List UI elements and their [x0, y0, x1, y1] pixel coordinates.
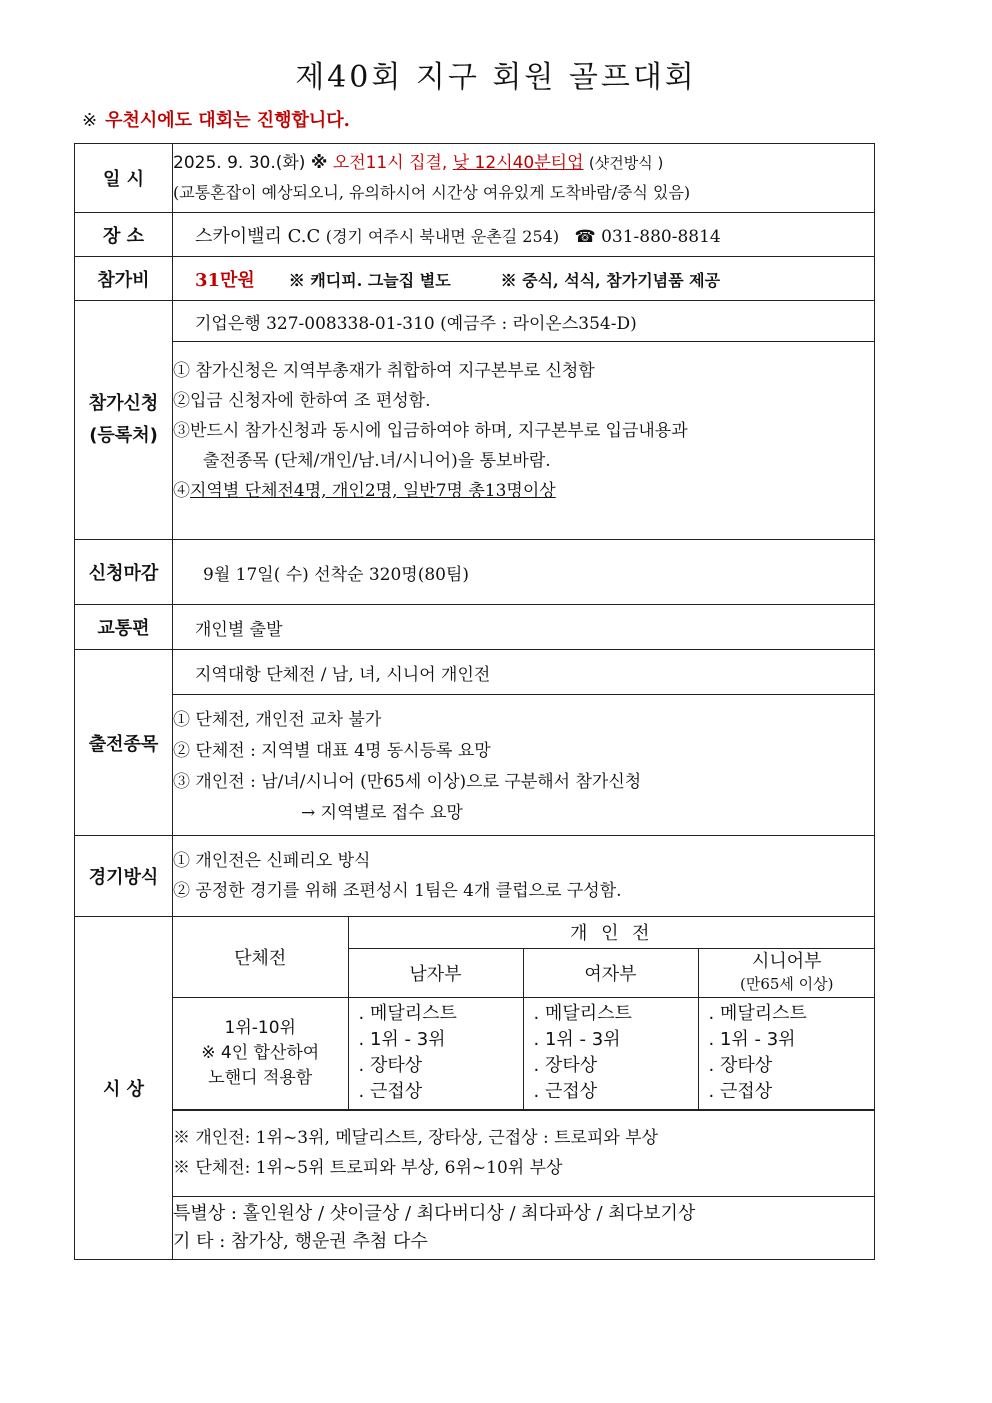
transport-value: 개인별 출발 — [173, 605, 875, 650]
registration-item-4-prefix: ④ — [173, 481, 190, 501]
date-label: 일 시 — [75, 144, 173, 213]
date-value: 2025. 9. 30.(화) — [173, 153, 306, 173]
venue-phone: 031-880-8814 — [601, 226, 721, 247]
events-items — [173, 695, 875, 836]
transport-label: 교통편 — [75, 605, 173, 650]
events-label: 출전종목 — [75, 650, 173, 836]
registration-label-1: 참가신청 — [88, 393, 159, 414]
team-prize — [173, 997, 348, 1109]
team-prize-line: ※ 4인 합산하여 — [201, 1042, 320, 1063]
rain-notice — [82, 106, 350, 132]
awards-notes-row — [75, 1110, 875, 1196]
senior-header — [698, 948, 875, 997]
fee-cell — [173, 257, 875, 301]
registration-items-row — [75, 342, 875, 540]
deadline-label: 신청마감 — [75, 540, 173, 605]
prize-item: . 1위 - 3위 — [358, 1029, 446, 1050]
awards-notes — [173, 1110, 875, 1196]
registration-bank-row — [75, 301, 875, 342]
prize-item: . 메달리스트 — [358, 1003, 457, 1024]
format-row — [75, 836, 875, 917]
other-awards: 기 타 : 참가상, 행운권 추첨 다수 — [173, 1230, 428, 1252]
deadline-row — [75, 540, 875, 605]
venue-cell — [173, 213, 875, 257]
fee-note-2: ※ 중식, 석식, 참가기념품 제공 — [500, 270, 721, 290]
registration-item: ②입금 신청자에 한하여 조 편성함. — [173, 391, 431, 411]
format-items — [173, 836, 875, 917]
transport-row — [75, 605, 875, 650]
prize-item: . 장타상 — [358, 1055, 423, 1076]
senior-subtitle: (만65세 이상) — [739, 974, 834, 993]
date-mark: ※ — [310, 153, 328, 173]
women-prize-list — [523, 997, 698, 1109]
date-cell — [173, 144, 875, 213]
men-prize-list — [348, 997, 523, 1109]
women-header: 여자부 — [523, 948, 698, 997]
events-summary: 지역대항 단체전 / 남, 녀, 시니어 개인전 — [173, 650, 875, 695]
team-header: 단체전 — [173, 917, 348, 997]
events-item: → 지역별로 접수 요망 — [301, 803, 463, 823]
registration-item-4-text: 지역별 단체전4명, 개인2명, 일반7명 총13명이상 — [190, 481, 556, 501]
individual-header: 개 인 전 — [348, 917, 875, 948]
format-item: ② 공정한 경기를 위해 조편성시 1팀은 4개 클럽으로 구성함. — [173, 881, 622, 901]
format-label: 경기방식 — [75, 836, 173, 917]
awards-table — [173, 917, 875, 1110]
men-header: 남자부 — [348, 948, 523, 997]
teeoff-time: 낮 12시40분티업 — [452, 153, 584, 173]
awards-special-row — [75, 1196, 875, 1259]
awards-special — [173, 1196, 875, 1259]
document-title: 제40회 지구 회원 골프대회 — [295, 60, 697, 95]
registration-item: ① 참가신청은 지역부총재가 취합하여 지구본부로 신청함 — [173, 361, 595, 381]
prize-item: . 장타상 — [533, 1055, 598, 1076]
senior-prize-list — [698, 997, 875, 1109]
prize-item: . 근접상 — [358, 1081, 423, 1102]
registration-item-4 — [173, 476, 874, 506]
date-note: (교통혼잡이 예상되오니, 유의하시어 시간상 여유있게 도착바람/중식 있음) — [173, 183, 691, 202]
registration-item: 출전종목 (단체/개인/남.녀/시니어)을 통보바람. — [203, 451, 551, 471]
senior-title: 시니어부 — [751, 950, 822, 972]
team-prize-line: 1위-10위 — [224, 1017, 296, 1038]
venue-name: 스카이밸리 C.C — [195, 225, 321, 247]
gather-time: 오전11시 집결, — [332, 153, 448, 173]
venue-label: 장 소 — [75, 213, 173, 257]
events-item: ① 단체전, 개인전 교차 불가 — [173, 710, 382, 730]
registration-label — [75, 301, 173, 540]
team-prize-line: 노핸디 적용함 — [208, 1067, 313, 1088]
special-awards: 특별상 : 홀인원상 / 샷이글상 / 최다버디상 / 최다파상 / 최다보기상 — [173, 1202, 696, 1224]
events-items-row — [75, 695, 875, 836]
registration-items — [173, 342, 875, 540]
fee-row — [75, 257, 875, 301]
teeoff-method: (샷건방식 ) — [588, 154, 664, 172]
phone-icon: ☎ — [574, 226, 596, 247]
fee-label: 참가비 — [75, 257, 173, 301]
events-item: ③ 개인전 : 남/녀/시니어 (만65세 이상)으로 구분해서 참가신청 — [173, 772, 642, 792]
prize-item: . 메달리스트 — [533, 1003, 632, 1024]
date-row — [75, 144, 875, 213]
notice-text: 우천시에도 대회는 진행합니다. — [105, 110, 350, 131]
prize-item: . 근접상 — [708, 1081, 773, 1102]
awards-note: ※ 개인전: 1위~3위, 메달리스트, 장타상, 근접상 : 트로피와 부상 — [173, 1128, 659, 1148]
prize-item: . 1위 - 3위 — [708, 1029, 796, 1050]
events-summary-row — [75, 650, 875, 695]
deadline-value: 9월 17일( 수) 선착순 320명(80팀) — [173, 540, 875, 605]
prize-item: . 근접상 — [533, 1081, 598, 1102]
prize-item: . 장타상 — [708, 1055, 773, 1076]
notice-mark: ※ — [82, 110, 98, 131]
venue-row — [75, 213, 875, 257]
prize-item: . 메달리스트 — [708, 1003, 807, 1024]
awards-label: 시 상 — [75, 917, 173, 1260]
registration-bank: 기업은행 327-008338-01-310 (예금주 : 라이온스354-D) — [173, 301, 875, 342]
events-item: ② 단체전 : 지역별 대표 4명 동시등록 요망 — [173, 741, 491, 761]
venue-address: (경기 여주시 북내면 운촌길 254) — [325, 226, 560, 246]
fee-note-1: ※ 캐디피. 그늘집 별도 — [288, 270, 451, 290]
awards-row — [75, 917, 875, 1111]
awards-note: ※ 단체전: 1위~5위 트로피와 부상, 6위~10위 부상 — [173, 1158, 563, 1178]
prize-item: . 1위 - 3위 — [533, 1029, 621, 1050]
awards-table-cell — [173, 917, 875, 1111]
fee-amount: 31만원 — [195, 269, 255, 291]
format-item: ① 개인전은 신페리오 방식 — [173, 851, 371, 871]
info-table — [74, 143, 875, 1260]
registration-item: ③반드시 참가신청과 동시에 입금하여야 하며, 지구본부로 입금내용과 — [173, 421, 688, 441]
registration-label-2: (등록처) — [89, 425, 158, 446]
